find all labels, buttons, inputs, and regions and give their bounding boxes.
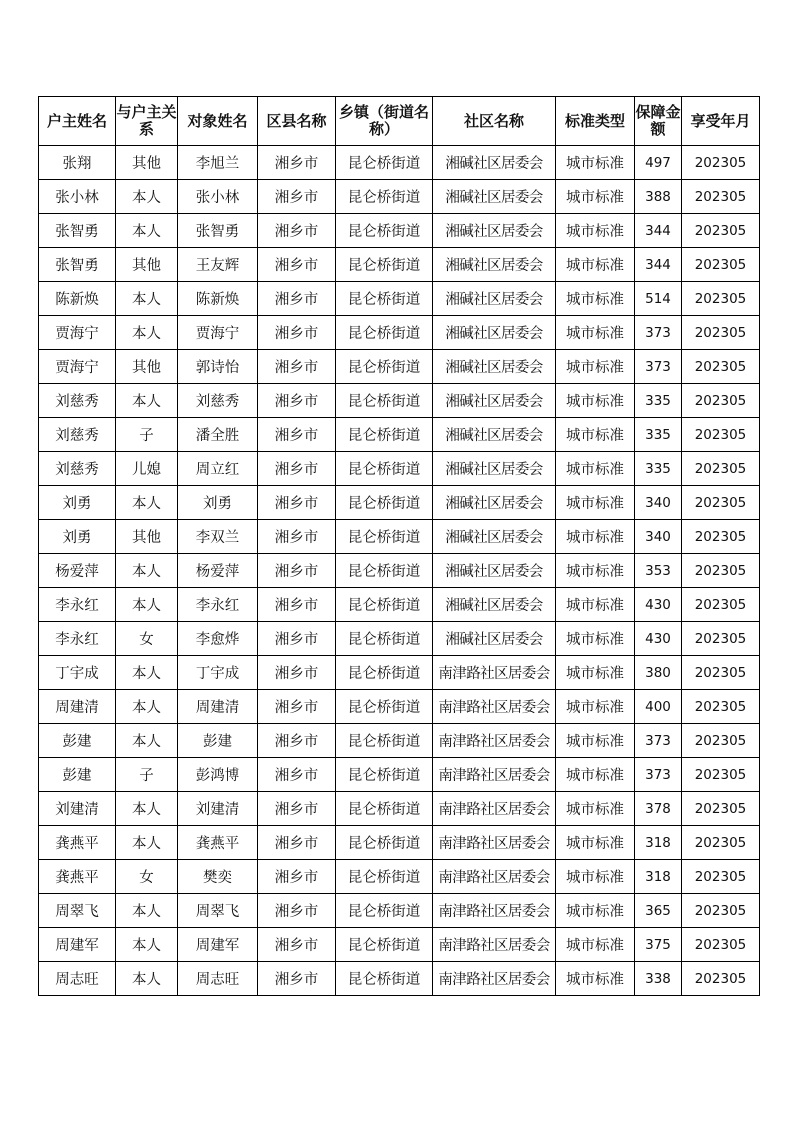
cell-relation: 本人 [116,214,178,248]
cell-month: 202305 [682,520,760,554]
cell-amount: 344 [635,214,682,248]
cell-community: 南津路社区居委会 [433,928,556,962]
cell-county: 湘乡市 [258,452,336,486]
cell-township: 昆仑桥街道 [336,826,433,860]
cell-recipient-name: 周立红 [178,452,258,486]
cell-relation: 女 [116,860,178,894]
cell-household-head: 刘建清 [39,792,116,826]
cell-county: 湘乡市 [258,792,336,826]
cell-relation: 本人 [116,554,178,588]
cell-community: 湘碱社区居委会 [433,452,556,486]
cell-recipient-name: 刘慈秀 [178,384,258,418]
cell-amount: 335 [635,384,682,418]
cell-household-head: 彭建 [39,724,116,758]
cell-county: 湘乡市 [258,350,336,384]
cell-amount: 318 [635,860,682,894]
table-row [39,792,760,826]
cell-community: 湘碱社区居委会 [433,418,556,452]
cell-month: 202305 [682,928,760,962]
cell-household-head: 李永红 [39,622,116,656]
cell-township: 昆仑桥街道 [336,724,433,758]
cell-community: 南津路社区居委会 [433,690,556,724]
cell-recipient-name: 周建清 [178,690,258,724]
cell-standard-type: 城市标准 [556,894,635,928]
cell-standard-type: 城市标准 [556,316,635,350]
cell-community: 湘碱社区居委会 [433,554,556,588]
cell-recipient-name: 张智勇 [178,214,258,248]
table-row [39,486,760,520]
table-header [39,97,760,146]
cell-recipient-name: 杨爱萍 [178,554,258,588]
cell-standard-type: 城市标准 [556,622,635,656]
cell-amount: 430 [635,588,682,622]
cell-month: 202305 [682,350,760,384]
cell-standard-type: 城市标准 [556,350,635,384]
cell-county: 湘乡市 [258,146,336,180]
cell-household-head: 龚燕平 [39,826,116,860]
cell-recipient-name: 王友辉 [178,248,258,282]
cell-month: 202305 [682,826,760,860]
cell-standard-type: 城市标准 [556,214,635,248]
cell-township: 昆仑桥街道 [336,622,433,656]
cell-amount: 373 [635,724,682,758]
cell-month: 202305 [682,894,760,928]
cell-recipient-name: 彭建 [178,724,258,758]
table-row [39,894,760,928]
cell-month: 202305 [682,962,760,996]
cell-township: 昆仑桥街道 [336,690,433,724]
cell-relation: 本人 [116,894,178,928]
cell-recipient-name: 丁宇成 [178,656,258,690]
cell-amount: 340 [635,486,682,520]
cell-month: 202305 [682,554,760,588]
cell-amount: 430 [635,622,682,656]
cell-community: 南津路社区居委会 [433,860,556,894]
cell-recipient-name: 李愈烨 [178,622,258,656]
table-row [39,146,760,180]
cell-recipient-name: 周建军 [178,928,258,962]
header-recipient-name: 对象姓名 [178,97,258,146]
cell-county: 湘乡市 [258,316,336,350]
cell-standard-type: 城市标准 [556,486,635,520]
table-row [39,860,760,894]
cell-county: 湘乡市 [258,894,336,928]
cell-county: 湘乡市 [258,928,336,962]
cell-township: 昆仑桥街道 [336,146,433,180]
cell-recipient-name: 张小林 [178,180,258,214]
table-row [39,724,760,758]
cell-relation: 本人 [116,962,178,996]
table-row [39,282,760,316]
cell-relation: 其他 [116,146,178,180]
cell-recipient-name: 李双兰 [178,520,258,554]
cell-household-head: 彭建 [39,758,116,792]
cell-community: 湘碱社区居委会 [433,146,556,180]
cell-amount: 373 [635,350,682,384]
cell-month: 202305 [682,180,760,214]
cell-amount: 335 [635,418,682,452]
cell-county: 湘乡市 [258,622,336,656]
cell-recipient-name: 龚燕平 [178,826,258,860]
cell-township: 昆仑桥街道 [336,282,433,316]
cell-amount: 344 [635,248,682,282]
header-relation: 与户主关系 [116,97,178,146]
cell-household-head: 贾海宁 [39,316,116,350]
cell-relation: 其他 [116,350,178,384]
cell-household-head: 张智勇 [39,248,116,282]
cell-township: 昆仑桥街道 [336,452,433,486]
cell-month: 202305 [682,724,760,758]
cell-township: 昆仑桥街道 [336,758,433,792]
cell-standard-type: 城市标准 [556,690,635,724]
cell-household-head: 周建清 [39,690,116,724]
cell-community: 湘碱社区居委会 [433,282,556,316]
cell-community: 湘碱社区居委会 [433,486,556,520]
cell-community: 南津路社区居委会 [433,724,556,758]
cell-recipient-name: 李永红 [178,588,258,622]
cell-recipient-name: 陈新焕 [178,282,258,316]
cell-relation: 子 [116,418,178,452]
cell-community: 湘碱社区居委会 [433,248,556,282]
cell-household-head: 刘勇 [39,520,116,554]
cell-household-head: 周建军 [39,928,116,962]
cell-amount: 400 [635,690,682,724]
cell-month: 202305 [682,860,760,894]
cell-standard-type: 城市标准 [556,554,635,588]
cell-household-head: 周志旺 [39,962,116,996]
table-row [39,622,760,656]
cell-county: 湘乡市 [258,248,336,282]
cell-relation: 儿媳 [116,452,178,486]
cell-relation: 本人 [116,724,178,758]
cell-household-head: 刘勇 [39,486,116,520]
cell-amount: 365 [635,894,682,928]
table-row [39,350,760,384]
cell-recipient-name: 刘建清 [178,792,258,826]
cell-household-head: 贾海宁 [39,350,116,384]
cell-township: 昆仑桥街道 [336,554,433,588]
cell-county: 湘乡市 [258,554,336,588]
cell-standard-type: 城市标准 [556,282,635,316]
cell-county: 湘乡市 [258,214,336,248]
cell-township: 昆仑桥街道 [336,180,433,214]
cell-month: 202305 [682,214,760,248]
cell-community: 南津路社区居委会 [433,962,556,996]
header-standard-type: 标准类型 [556,97,635,146]
cell-county: 湘乡市 [258,384,336,418]
cell-recipient-name: 周志旺 [178,962,258,996]
table-row [39,316,760,350]
cell-month: 202305 [682,486,760,520]
table-row [39,826,760,860]
cell-month: 202305 [682,588,760,622]
table-body [39,146,760,996]
cell-township: 昆仑桥街道 [336,418,433,452]
cell-household-head: 丁宇成 [39,656,116,690]
cell-month: 202305 [682,146,760,180]
cell-community: 湘碱社区居委会 [433,180,556,214]
cell-township: 昆仑桥街道 [336,520,433,554]
table-row [39,588,760,622]
header-month: 享受年月 [682,97,760,146]
cell-township: 昆仑桥街道 [336,928,433,962]
table-row [39,248,760,282]
cell-amount: 338 [635,962,682,996]
table-row [39,962,760,996]
cell-standard-type: 城市标准 [556,758,635,792]
cell-community: 南津路社区居委会 [433,826,556,860]
cell-amount: 375 [635,928,682,962]
cell-community: 南津路社区居委会 [433,894,556,928]
cell-recipient-name: 周翠飞 [178,894,258,928]
table-row [39,214,760,248]
cell-community: 湘碱社区居委会 [433,350,556,384]
cell-county: 湘乡市 [258,758,336,792]
cell-household-head: 刘慈秀 [39,452,116,486]
cell-relation: 女 [116,622,178,656]
cell-month: 202305 [682,758,760,792]
cell-household-head: 周翠飞 [39,894,116,928]
cell-community: 湘碱社区居委会 [433,384,556,418]
cell-amount: 340 [635,520,682,554]
cell-standard-type: 城市标准 [556,860,635,894]
cell-amount: 497 [635,146,682,180]
table-row [39,554,760,588]
cell-community: 湘碱社区居委会 [433,316,556,350]
cell-recipient-name: 贾海宁 [178,316,258,350]
cell-month: 202305 [682,282,760,316]
cell-township: 昆仑桥街道 [336,860,433,894]
cell-household-head: 张翔 [39,146,116,180]
cell-amount: 514 [635,282,682,316]
cell-household-head: 李永红 [39,588,116,622]
cell-standard-type: 城市标准 [556,588,635,622]
cell-community: 湘碱社区居委会 [433,588,556,622]
cell-standard-type: 城市标准 [556,826,635,860]
cell-amount: 373 [635,758,682,792]
table-row [39,384,760,418]
cell-household-head: 龚燕平 [39,860,116,894]
cell-month: 202305 [682,452,760,486]
cell-amount: 388 [635,180,682,214]
cell-township: 昆仑桥街道 [336,316,433,350]
cell-recipient-name: 李旭兰 [178,146,258,180]
cell-county: 湘乡市 [258,724,336,758]
table-row [39,452,760,486]
cell-recipient-name: 樊奕 [178,860,258,894]
cell-relation: 本人 [116,282,178,316]
cell-household-head: 杨爱萍 [39,554,116,588]
cell-county: 湘乡市 [258,588,336,622]
cell-township: 昆仑桥街道 [336,792,433,826]
cell-standard-type: 城市标准 [556,520,635,554]
cell-month: 202305 [682,316,760,350]
cell-amount: 380 [635,656,682,690]
cell-standard-type: 城市标准 [556,452,635,486]
table-row [39,180,760,214]
cell-standard-type: 城市标准 [556,724,635,758]
header-household-head: 户主姓名 [39,97,116,146]
cell-standard-type: 城市标准 [556,792,635,826]
table-row [39,928,760,962]
cell-household-head: 张小林 [39,180,116,214]
cell-township: 昆仑桥街道 [336,350,433,384]
cell-relation: 本人 [116,384,178,418]
cell-relation: 本人 [116,588,178,622]
cell-county: 湘乡市 [258,962,336,996]
table-row [39,656,760,690]
header-amount: 保障金额 [635,97,682,146]
cell-relation: 本人 [116,656,178,690]
cell-recipient-name: 刘勇 [178,486,258,520]
cell-recipient-name: 彭鸿博 [178,758,258,792]
table-row [39,418,760,452]
cell-month: 202305 [682,418,760,452]
cell-standard-type: 城市标准 [556,146,635,180]
cell-township: 昆仑桥街道 [336,384,433,418]
cell-relation: 其他 [116,520,178,554]
cell-month: 202305 [682,622,760,656]
cell-household-head: 张智勇 [39,214,116,248]
cell-relation: 子 [116,758,178,792]
cell-county: 湘乡市 [258,282,336,316]
cell-township: 昆仑桥街道 [336,248,433,282]
cell-community: 南津路社区居委会 [433,656,556,690]
table-row [39,690,760,724]
cell-amount: 318 [635,826,682,860]
cell-county: 湘乡市 [258,656,336,690]
assistance-roster-table [38,96,760,996]
cell-county: 湘乡市 [258,180,336,214]
cell-standard-type: 城市标准 [556,928,635,962]
cell-relation: 本人 [116,316,178,350]
cell-county: 湘乡市 [258,418,336,452]
cell-county: 湘乡市 [258,486,336,520]
cell-relation: 其他 [116,248,178,282]
cell-standard-type: 城市标准 [556,962,635,996]
header-community: 社区名称 [433,97,556,146]
cell-county: 湘乡市 [258,826,336,860]
cell-township: 昆仑桥街道 [336,588,433,622]
cell-standard-type: 城市标准 [556,248,635,282]
cell-month: 202305 [682,656,760,690]
table-row [39,758,760,792]
cell-township: 昆仑桥街道 [336,486,433,520]
header-row [39,97,760,146]
cell-household-head: 陈新焕 [39,282,116,316]
cell-standard-type: 城市标准 [556,384,635,418]
cell-amount: 373 [635,316,682,350]
cell-month: 202305 [682,792,760,826]
cell-township: 昆仑桥街道 [336,962,433,996]
cell-relation: 本人 [116,690,178,724]
cell-amount: 353 [635,554,682,588]
cell-standard-type: 城市标准 [556,418,635,452]
cell-recipient-name: 郭诗怡 [178,350,258,384]
cell-community: 湘碱社区居委会 [433,622,556,656]
cell-standard-type: 城市标准 [556,180,635,214]
cell-county: 湘乡市 [258,690,336,724]
cell-township: 昆仑桥街道 [336,656,433,690]
cell-standard-type: 城市标准 [556,656,635,690]
table-row [39,520,760,554]
cell-month: 202305 [682,384,760,418]
cell-household-head: 刘慈秀 [39,384,116,418]
cell-relation: 本人 [116,928,178,962]
cell-month: 202305 [682,690,760,724]
cell-county: 湘乡市 [258,860,336,894]
header-township: 乡镇（街道名称） [336,97,433,146]
cell-relation: 本人 [116,180,178,214]
cell-recipient-name: 潘全胜 [178,418,258,452]
cell-community: 南津路社区居委会 [433,792,556,826]
cell-relation: 本人 [116,792,178,826]
cell-relation: 本人 [116,486,178,520]
cell-relation: 本人 [116,826,178,860]
cell-community: 湘碱社区居委会 [433,214,556,248]
header-county: 区县名称 [258,97,336,146]
cell-amount: 335 [635,452,682,486]
cell-month: 202305 [682,248,760,282]
cell-township: 昆仑桥街道 [336,214,433,248]
cell-amount: 378 [635,792,682,826]
cell-county: 湘乡市 [258,520,336,554]
cell-community: 南津路社区居委会 [433,758,556,792]
cell-township: 昆仑桥街道 [336,894,433,928]
cell-community: 湘碱社区居委会 [433,520,556,554]
cell-household-head: 刘慈秀 [39,418,116,452]
